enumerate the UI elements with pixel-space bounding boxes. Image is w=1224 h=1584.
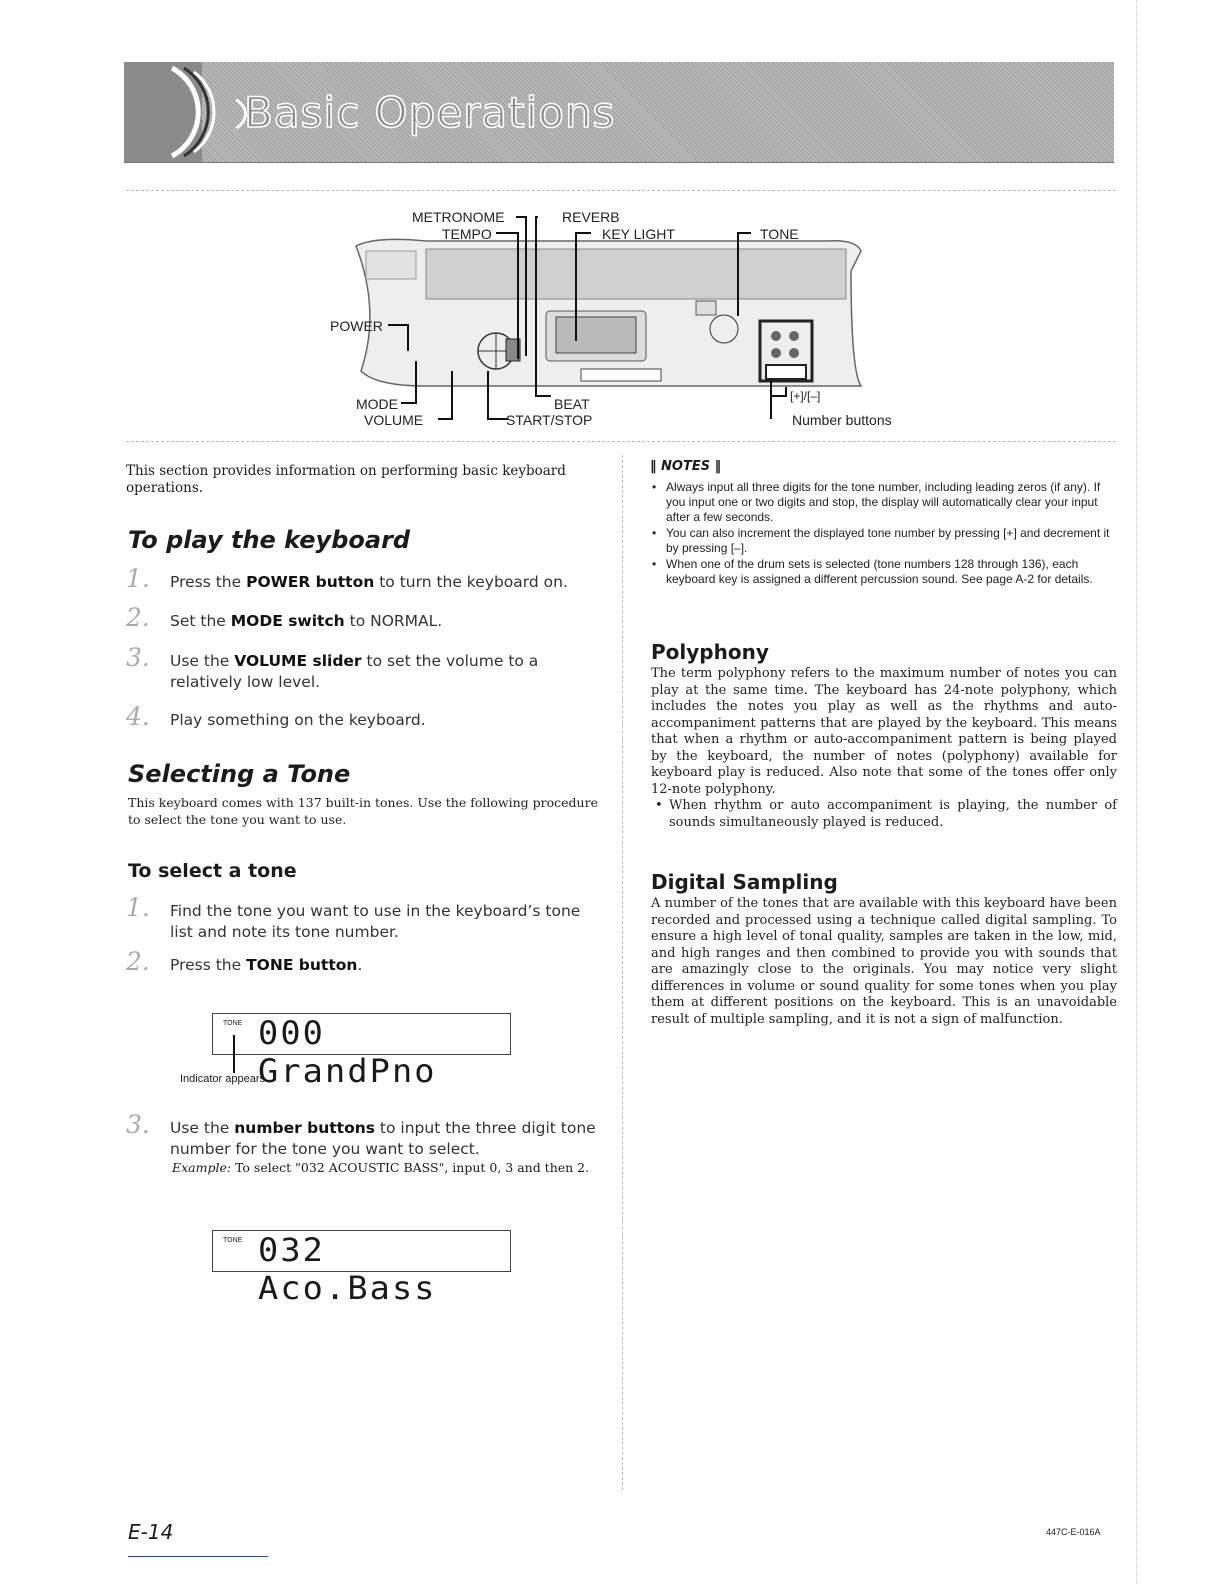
heading-selecting-tone: Selecting a Tone xyxy=(128,760,351,788)
label-mode: MODE xyxy=(356,396,398,412)
play-step-2: 2. Set the MODE switch to NORMAL. xyxy=(126,603,443,632)
lcd-display-acobass: TONE 032 Aco.Bass xyxy=(212,1230,511,1272)
column-divider xyxy=(622,455,623,1490)
label-metronome: METRONOME xyxy=(412,209,505,225)
note-item: • When one of the drum sets is selected (tone numbers 128 through 136), each keyboard key is assigned a different percussion sound. See page A-2 for details. xyxy=(650,557,1120,587)
selecting-tone-intro: This keyboard comes with 137 built-in tones. Use the following procedure to select the tone you want to use. xyxy=(128,795,598,827)
keyboard-diagram xyxy=(126,190,1116,442)
tone-step-3: 3. Use the number buttons to input the three digit tone number for the tone you want to select. xyxy=(126,1110,596,1158)
indicator-caption: Indicator appears xyxy=(180,1073,265,1085)
notes-list xyxy=(650,480,1120,588)
play-step-1: 1. Press the POWER button to turn the keyboard on. xyxy=(126,564,568,593)
heading-select-tone: To select a tone xyxy=(128,860,297,882)
note-item: • Always input all three digits for the tone number, including leading zeros (if any). If you input one or two digits and stop, the display will automatically clear your input after a few seconds. xyxy=(650,480,1120,525)
label-number-buttons: Number buttons xyxy=(792,412,892,428)
section-intro: This section provides information on performing basic keyboard operations. xyxy=(126,463,566,496)
label-tone: TONE xyxy=(760,226,799,242)
label-start-stop: START/STOP xyxy=(506,412,593,428)
play-step-3: 3. Use the VOLUME slider to set the volume to a relatively low level. xyxy=(126,643,539,691)
document-code: 447C-E-016A xyxy=(1046,1527,1101,1537)
tone-step-1: 1. Find the tone you want to use in the keyboard’s tone list and note its tone number. xyxy=(126,893,581,941)
polyphony-body: The term polyphony refers to the maximum number of notes you can play at the same time. The keyboard has 24-note polyphony, which includes the notes you play as well as the rhythms and auto-accompaniment patterns that are played by the keyboard. This means that when a rhythm or auto-accompaniment pattern is being played by the keyboard, the number of notes (polyphony) available for keyboard play is reduced. Also note that some of the tones offer only 12-note polyphony. • When rhythm or auto accompaniment is playing, the number of sounds simultaneously played is reduced. xyxy=(651,666,1117,831)
label-power: POWER xyxy=(330,318,383,334)
tone-step-2: 2. Press the TONE button. xyxy=(126,947,363,976)
digital-sampling-body: A number of the tones that are available with this keyboard have been recorded and processed using a technique called digital sampling. To ensure a high level of tonal quality, samples are taken in the low, mid, and high ranges and then combined to provide you with sounds that are amazingly close to the originals. You may notice very slight differences in volume or sound quality for some tones when you play them at different positions on the keyboard. This is an unavoidable result of multiple sampling, and it is not a sign of malfunction. xyxy=(651,896,1117,1027)
footer-rule xyxy=(128,1556,268,1557)
polyphony-bullet: • When rhythm or auto accompaniment is playing, the number of sounds simultaneously played is reduced. xyxy=(651,798,1117,831)
indicator-pointer xyxy=(233,1035,235,1073)
page-title: Basic Operations xyxy=(244,88,616,137)
label-volume: VOLUME xyxy=(364,412,424,428)
label-beat: BEAT xyxy=(554,396,590,412)
heading-digital-sampling: Digital Sampling xyxy=(651,870,838,894)
note-item: • You can also increment the displayed tone number by pressing [+] and decrement it by pressing [–]. xyxy=(650,526,1120,556)
label-key-light: KEY LIGHT xyxy=(602,226,675,242)
label-reverb: REVERB xyxy=(562,209,620,225)
play-step-4: 4. Play something on the keyboard. xyxy=(126,702,426,731)
scan-edge xyxy=(1136,0,1138,1584)
lcd-display-grandpno: TONE 000 GrandPno xyxy=(212,1013,511,1055)
heading-play-keyboard: To play the keyboard xyxy=(128,526,411,554)
label-tempo: TEMPO xyxy=(442,226,492,242)
heading-polyphony: Polyphony xyxy=(651,640,769,664)
notes-title: ‖ NOTES ‖ xyxy=(650,459,722,474)
label-plus-minus: [+]/[–] xyxy=(790,389,821,403)
example-text: Example: To select "032 ACOUSTIC BASS", input 0, 3 and then 2. xyxy=(172,1160,590,1175)
page-number: E-14 xyxy=(128,1520,174,1544)
speaker-arcs-icon xyxy=(150,62,230,162)
